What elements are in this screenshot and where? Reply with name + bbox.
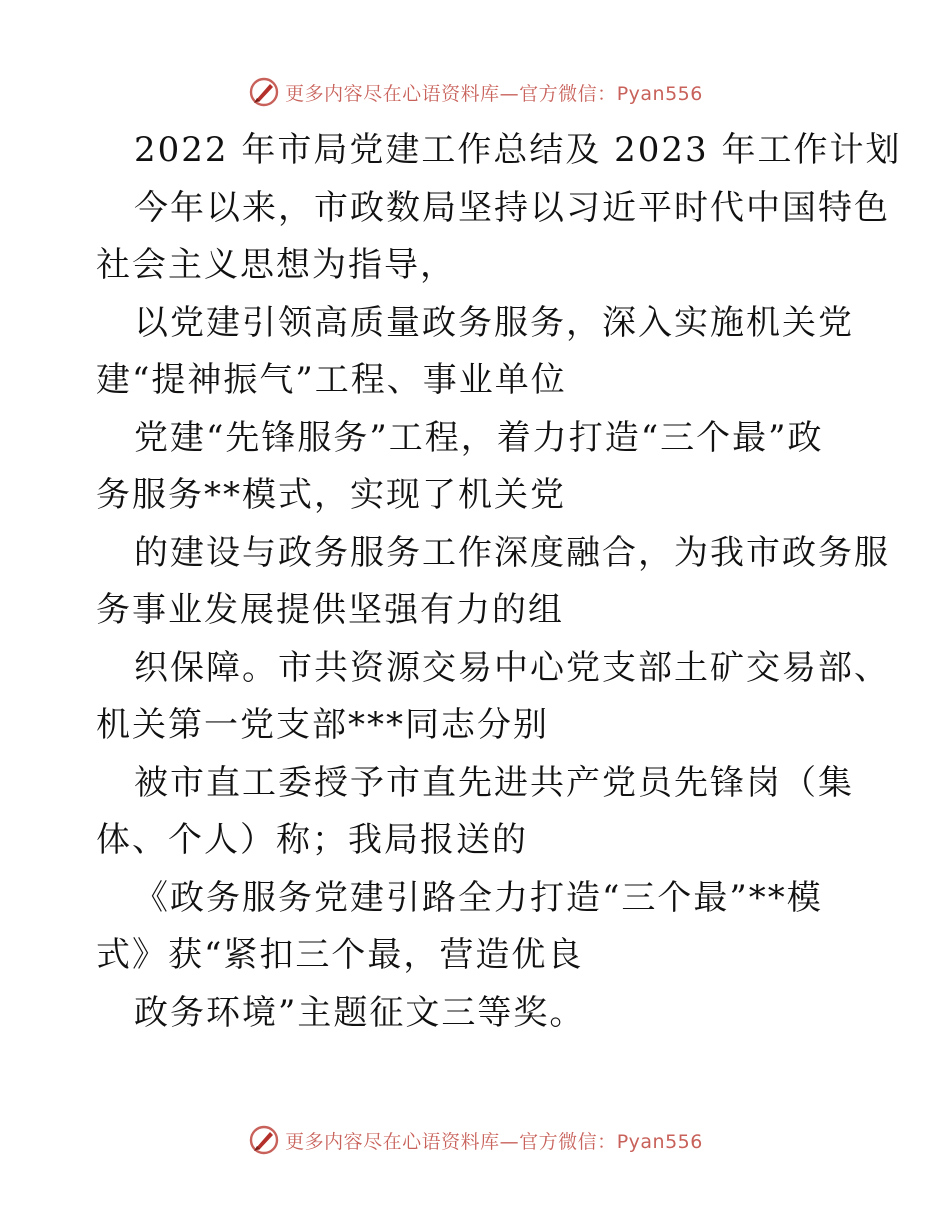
document-body [96, 122, 902, 1042]
body-text-line: 《政务服务党建引路全力打造“三个最”**模 [134, 877, 823, 918]
body-text-line: 政务环境”主题征文三等奖。 [134, 992, 586, 1033]
body-text-line: 的建设与政务服务工作深度融合，为我市政务服 [134, 532, 890, 573]
document-title: 2022 年市局党建工作总结及 2023 年工作计划 [134, 130, 902, 170]
quill-pen-circle-icon [247, 1123, 281, 1157]
body-text-line: 被市直工委授予市直先进共产党员先锋岗（集 [134, 762, 854, 803]
body-text-line: 社会主义思想为指导， [96, 245, 456, 285]
body-text-line: 体、个人）称；我局报送的 [96, 820, 528, 860]
body-text-line: 式》获“紧扣三个最，营造优良 [96, 935, 584, 975]
watermark-text: 更多内容尽在心语资料库—官方微信：Pyan556 [285, 82, 703, 105]
body-text-line: 务事业发展提供坚强有力的组 [96, 590, 564, 630]
quill-pen-circle-icon [247, 75, 281, 109]
footer-watermark [0, 1120, 950, 1160]
header-watermark [0, 72, 950, 112]
body-text-line: 今年以来，市政数局坚持以习近平时代中国特色 [134, 187, 890, 228]
body-text-line: 务服务**模式，实现了机关党 [96, 475, 566, 515]
body-text-line: 建“提神振气”工程、事业单位 [96, 360, 567, 400]
body-text-line: 以党建引领高质量政务服务，深入实施机关党 [134, 302, 854, 343]
body-text-line: 党建“先锋服务”工程，着力打造“三个最”政 [134, 417, 824, 458]
watermark-text: 更多内容尽在心语资料库—官方微信：Pyan556 [285, 1130, 703, 1153]
body-text-line: 织保障。市共资源交易中心党支部土矿交易部、 [134, 647, 890, 688]
body-text-line: 机关第一党支部***同志分别 [96, 705, 549, 745]
